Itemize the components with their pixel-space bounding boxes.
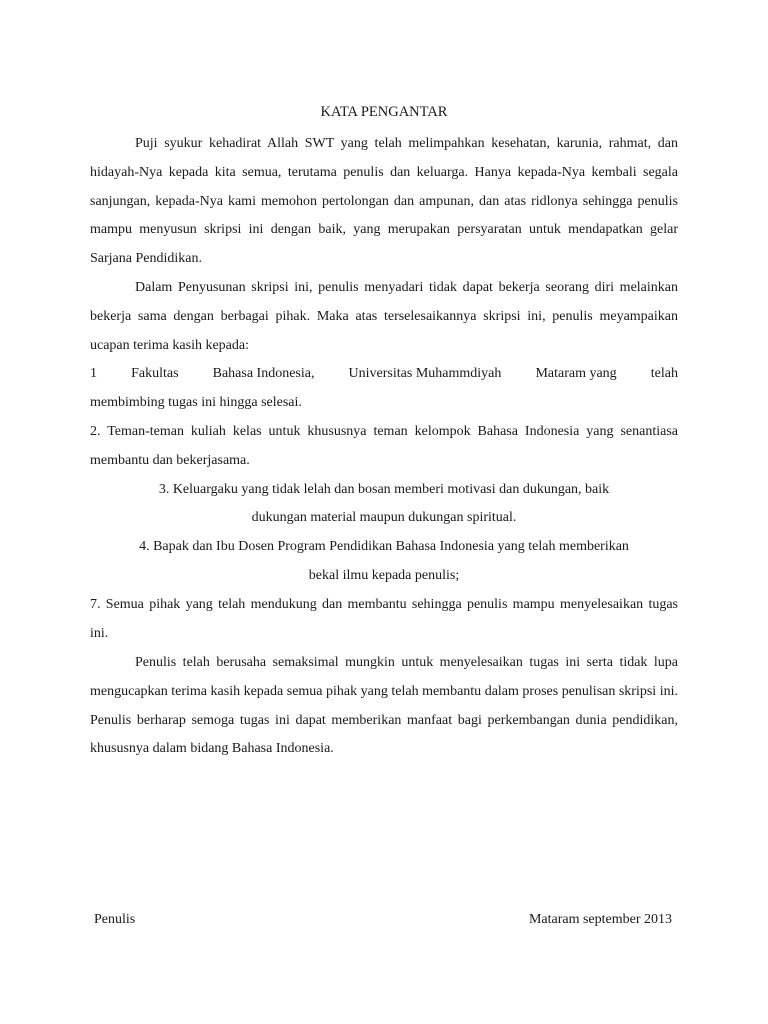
- paragraph-3: Penulis telah berusaha semaksimal mungkin untuk menyelesaikan tugas ini serta tidak lupa mengucapkan terima kasih kepada semua pihak yang telah membantu dalam proses penulisan skripsi ini. Penulis berharap semoga tugas ini dapat memberikan manfaat bagi perkembangan dunia pendidikan, khususnya dalam bidang Bahasa Indonesia.: [90, 655, 678, 757]
- list-item-1-first-line: [90, 360, 678, 389]
- list-item-1-word: Bahasa Indonesia,: [212, 366, 315, 381]
- list-item-4-line-2: bekal ilmu kepada penulis;: [308, 568, 460, 583]
- list-item-2: 2. Teman-teman kuliah kelas untuk khususnya teman kelompok Bahasa Indonesia yang senantiasa membantu dan bekerjasama.: [90, 424, 678, 468]
- list-item-3-line-2: dukungan material maupun dukungan spiritual.: [251, 510, 517, 525]
- list-item-1: [90, 360, 678, 418]
- list-item-1-word: Fakultas: [131, 366, 179, 381]
- signature-place-date: Mataram september 2013: [528, 912, 672, 927]
- list-item-1-word: Mataram yang: [535, 366, 617, 381]
- list-item-1-word: Universitas Muhammdiyah: [348, 366, 502, 381]
- list-item-7: 7. Semua pihak yang telah mendukung dan membantu sehingga penulis mampu menyelesaikan tugas ini.: [90, 597, 678, 641]
- list-item-4-line-1: 4. Bapak dan Ibu Dosen Program Pendidikan Bahasa Indonesia yang telah memberikan: [139, 539, 629, 554]
- list-item-1-word: telah: [650, 366, 678, 381]
- list-item-1-continuation: membimbing tugas ini hingga selesai.: [90, 394, 302, 410]
- paragraph-1: Puji syukur kehadirat Allah SWT yang telah melimpahkan kesehatan, karunia, rahmat, dan hidayah-Nya kepada kita semua, terutama penulis dan keluarga. Hanya kepada-Nya kembali segala sanjungan, kepada-Nya kami memohon pertolongan dan ampunan, dan atas ridlonya sehingga penulis mampu menyusun skripsi ini dengan baik, yang merupakan persyaratan untuk mendapatkan gelar Sarjana Pendidikan.: [90, 136, 678, 267]
- signature-author: Penulis: [94, 912, 136, 927]
- list-item-3-line-1: 3. Keluargaku yang tidak lelah dan bosan memberi motivasi dan dukungan, baik: [158, 482, 610, 497]
- paragraph-2: Dalam Penyusunan skripsi ini, penulis menyadari tidak dapat bekerja seorang diri melainkan bekerja sama dengan berbagai pihak. Maka atas terselesaikannya skripsi ini, penulis meyampaikan ucapan terima kasih kepada:: [90, 280, 678, 353]
- page-title: KATA PENGANTAR: [320, 104, 448, 120]
- list-item-1-word: 1: [90, 366, 97, 381]
